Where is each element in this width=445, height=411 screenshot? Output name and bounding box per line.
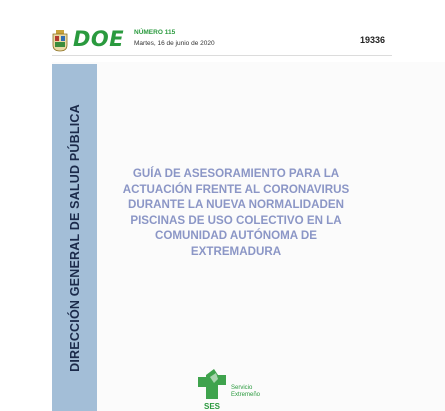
ses-text-line: Servicio <box>231 385 253 391</box>
document-title <box>102 166 370 260</box>
ses-logo-text <box>231 385 260 399</box>
title-line: DURANTE LA NUEVA NORMALIDADEN <box>128 198 344 212</box>
title-line: COMUNIDAD AUTÓNOMA DE <box>154 229 318 243</box>
sidebar-vertical-text: DIRECCIÓN GENERAL DE SALUD PÚBLICA <box>67 103 82 372</box>
extremadura-crest-icon <box>52 30 68 52</box>
doe-logo: DOE <box>73 27 125 51</box>
sidebar-vertical-text-container <box>52 64 97 411</box>
title-line: EXTREMADURA <box>190 244 282 258</box>
title-line: ACTUACIÓN FRENTE AL CORONAVIRUS <box>122 182 350 196</box>
page-number: 19336 <box>359 35 385 45</box>
issue-date: Martes, 16 de junio de 2020 <box>134 40 215 47</box>
title-line: GUÍA DE ASESORAMIENTO PARA LA <box>132 167 340 180</box>
issue-number: NÚMERO 115 <box>134 29 176 36</box>
ses-abbr: SES <box>204 402 221 411</box>
page-header <box>0 0 445 62</box>
header-divider <box>52 55 392 56</box>
title-line: PISCINAS DE USO COLECTIVO EN LA <box>130 213 342 227</box>
ses-text-line: Extremeño <box>231 392 261 398</box>
